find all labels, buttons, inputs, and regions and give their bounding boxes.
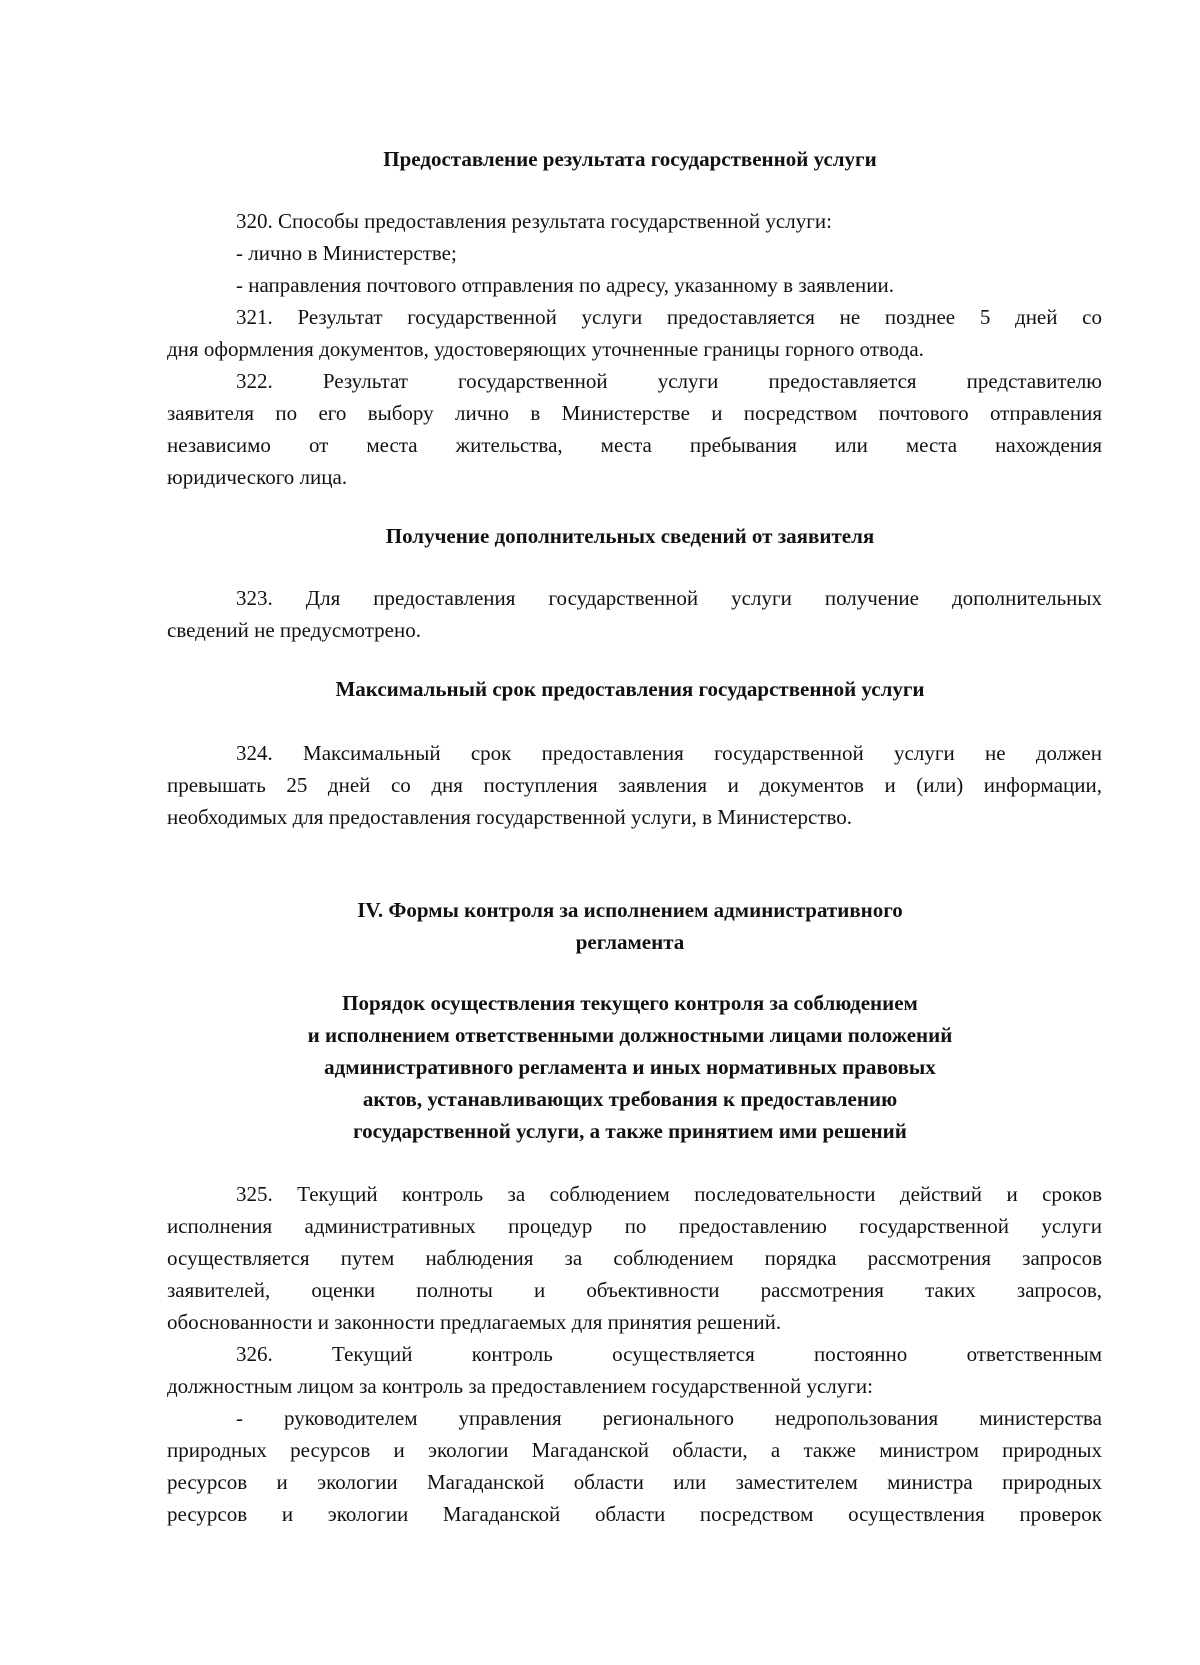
paragraph-322-cont: юридического лица. bbox=[167, 465, 348, 489]
paragraph-324-cont: превышать 25 дней со дня поступления заявления и документов и (или) информации, bbox=[167, 773, 1102, 797]
paragraph-326-cont: должностным лицом за контроль за предоставлением государственной услуги: bbox=[167, 1374, 873, 1398]
chapter-heading-line-1: IV. Формы контроля за исполнением административного bbox=[357, 898, 903, 922]
paragraph-326: 326. Текущий контроль осуществляется постоянно ответственным bbox=[236, 1342, 1102, 1366]
section-heading-max-term: Максимальный срок предоставления государственной услуги bbox=[335, 677, 925, 701]
list-item-mail: - направления почтового отправления по адресу, указанному в заявлении. bbox=[236, 273, 895, 297]
list-item-head-of-department: - руководителем управления регионального недропользования министерства bbox=[236, 1406, 1102, 1430]
paragraph-322-cont: заявителя по его выбору лично в Министерстве и посредством почтового отправления bbox=[167, 401, 1102, 425]
paragraph-322: 322. Результат государственной услуги предоставляется представителю bbox=[236, 369, 1102, 393]
paragraph-321-cont: дня оформления документов, удостоверяющих уточненные границы горного отвода. bbox=[167, 337, 924, 361]
paragraph-321: 321. Результат государственной услуги предоставляется не позднее 5 дней со bbox=[236, 305, 1102, 329]
section-heading-control-line-1: Порядок осуществления текущего контроля за соблюдением bbox=[342, 991, 918, 1015]
paragraph-323: 323. Для предоставления государственной услуги получение дополнительных bbox=[236, 586, 1102, 610]
paragraph-325: 325. Текущий контроль за соблюдением последовательности действий и сроков bbox=[236, 1182, 1102, 1206]
section-heading-control-line-4: актов, устанавливающих требования к предоставлению bbox=[362, 1087, 898, 1111]
section-heading-control-line-3: административного регламента и иных нормативных правовых bbox=[324, 1055, 936, 1079]
chapter-heading-line-2: регламента bbox=[575, 930, 685, 954]
paragraph-325-cont: обоснованности и законности предлагаемых для принятия решений. bbox=[167, 1310, 782, 1334]
list-item-head-cont: природных ресурсов и экологии Магаданской области, а также министром природных bbox=[167, 1438, 1102, 1462]
section-heading-control-line-2: и исполнением ответственными должностными лицами положений bbox=[307, 1023, 953, 1047]
paragraph-325-cont: заявителей, оценки полноты и объективности рассмотрения таких запросов, bbox=[167, 1278, 1102, 1302]
paragraph-320: 320. Способы предоставления результата государственной услуги: bbox=[236, 209, 832, 233]
paragraph-322-cont: независимо от места жительства, места пребывания или места нахождения bbox=[167, 433, 1102, 457]
list-item-head-cont: ресурсов и экологии Магаданской области посредством осуществления проверок bbox=[167, 1502, 1102, 1526]
paragraph-325-cont: осуществляется путем наблюдения за соблюдением порядка рассмотрения запросов bbox=[167, 1246, 1102, 1270]
paragraph-323-cont: сведений не предусмотрено. bbox=[167, 618, 421, 642]
section-heading-control-line-5: государственной услуги, а также принятием ими решений bbox=[353, 1119, 907, 1143]
list-item-personal: - лично в Министерстве; bbox=[236, 241, 457, 265]
paragraph-325-cont: исполнения административных процедур по предоставлению государственной услуги bbox=[167, 1214, 1102, 1238]
paragraph-324: 324. Максимальный срок предоставления государственной услуги не должен bbox=[236, 741, 1102, 765]
section-heading-result: Предоставление результата государственной услуги bbox=[383, 147, 877, 171]
paragraph-324-cont: необходимых для предоставления государственной услуги, в Министерство. bbox=[167, 805, 853, 829]
section-heading-additional-info: Получение дополнительных сведений от заявителя bbox=[385, 524, 875, 548]
list-item-head-cont: ресурсов и экологии Магаданской области или заместителем министра природных bbox=[167, 1470, 1102, 1494]
